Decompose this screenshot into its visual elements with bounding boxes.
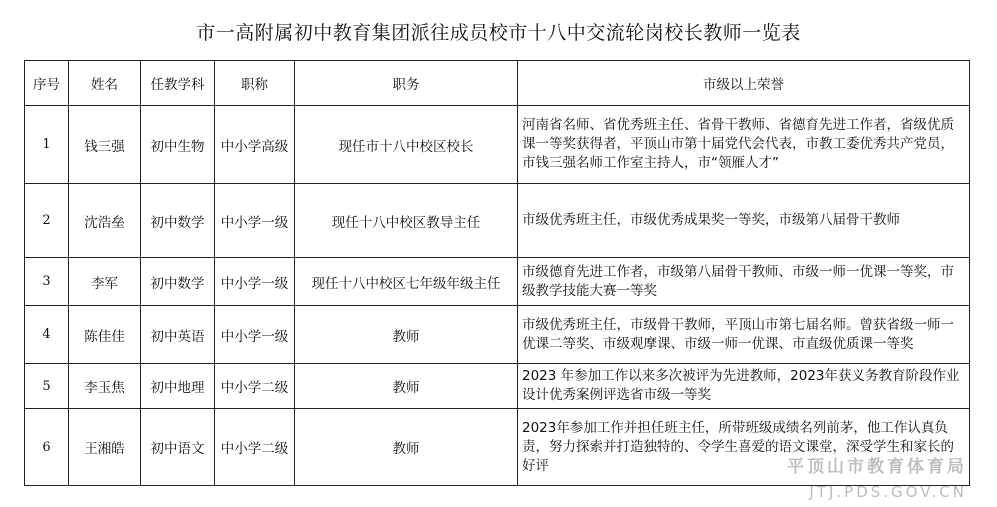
watermark-org: 平顶山市教育体育局 [787,457,967,477]
row-position: 现任十八中校区七年级年级主任 [295,258,518,306]
row-rank: 中小学一级 [215,184,295,258]
row-honors: 市级优秀班主任，市级骨干教师，平顶山市第七届名师。曾获省级一师一优课二等奖、市级观摩课、市级一师一优课、市直级优质课一等奖 [518,306,970,364]
row-subject: 初中生物 [141,106,215,184]
table-row [25,306,970,364]
row-name: 李军 [69,258,141,306]
row-rank: 中小学二级 [215,364,295,409]
staff-table [24,60,970,486]
row-index: 2 [25,184,69,258]
row-rank: 中小学一级 [215,306,295,364]
row-name: 李玉焦 [69,364,141,409]
row-honors: 市级德育先进工作者，市级第八届骨干教师、市级一师一优课一等奖，市级教学技能大赛一等奖 [518,258,970,306]
row-index: 5 [25,364,69,409]
row-name: 陈佳佳 [69,306,141,364]
table-row [25,364,970,409]
table-header-row [25,61,970,106]
row-subject: 初中数学 [141,184,215,258]
row-rank: 中小学二级 [215,409,295,486]
row-position: 现任十八中校区教导主任 [295,184,518,258]
watermark [787,452,967,501]
row-index: 3 [25,258,69,306]
row-subject: 初中数学 [141,258,215,306]
header-name: 姓名 [69,61,141,106]
row-index: 4 [25,306,69,364]
header-position: 职务 [295,61,518,106]
row-rank: 中小学一级 [215,258,295,306]
header-subject: 任教学科 [141,61,215,106]
table-row [25,106,970,184]
watermark-url: JTJ.PDS.GOV.CN [809,483,967,501]
row-name: 沈浩垒 [69,184,141,258]
row-honors: 市级优秀班主任，市级优秀成果奖一等奖，市级第八届骨干教师 [518,184,970,258]
row-position: 教师 [295,306,518,364]
row-rank: 中小学高级 [215,106,295,184]
table-row [25,184,970,258]
row-honors: 2023年参加工作并担任班主任，所带班级成绩名列前茅，他工作认真负责，努力探索并打造独特的、令学生喜爱的语文课堂，深受学生和家长的好评 [518,409,970,486]
header-rank: 职称 [215,61,295,106]
row-name: 王湘皓 [69,409,141,486]
row-name: 钱三强 [69,106,141,184]
header-index: 序号 [25,61,69,106]
page-title: 市一高附属初中教育集团派往成员校市十八中交流轮岗校长教师一览表 [196,22,801,44]
row-subject: 初中语文 [141,409,215,486]
row-subject: 初中英语 [141,306,215,364]
row-index: 6 [25,409,69,486]
row-position: 教师 [295,364,518,409]
row-honors: 2023 年参加工作以来多次被评为先进教师，2023年获义务教育阶段作业设计优秀案例评选省市级一等奖 [518,364,970,409]
header-honors: 市级以上荣誉 [518,61,970,106]
row-position: 现任市十八中校区校长 [295,106,518,184]
row-subject: 初中地理 [141,364,215,409]
row-index: 1 [25,106,69,184]
row-position: 教师 [295,409,518,486]
table-row [25,258,970,306]
row-honors: 河南省名师、省优秀班主任、省骨干教师、省德育先进工作者，省级优质课一等奖获得者，平顶山市第十届党代会代表，市教工委优秀共产党员，市钱三强名师工作室主持人，市“领雁人才” [518,106,970,184]
